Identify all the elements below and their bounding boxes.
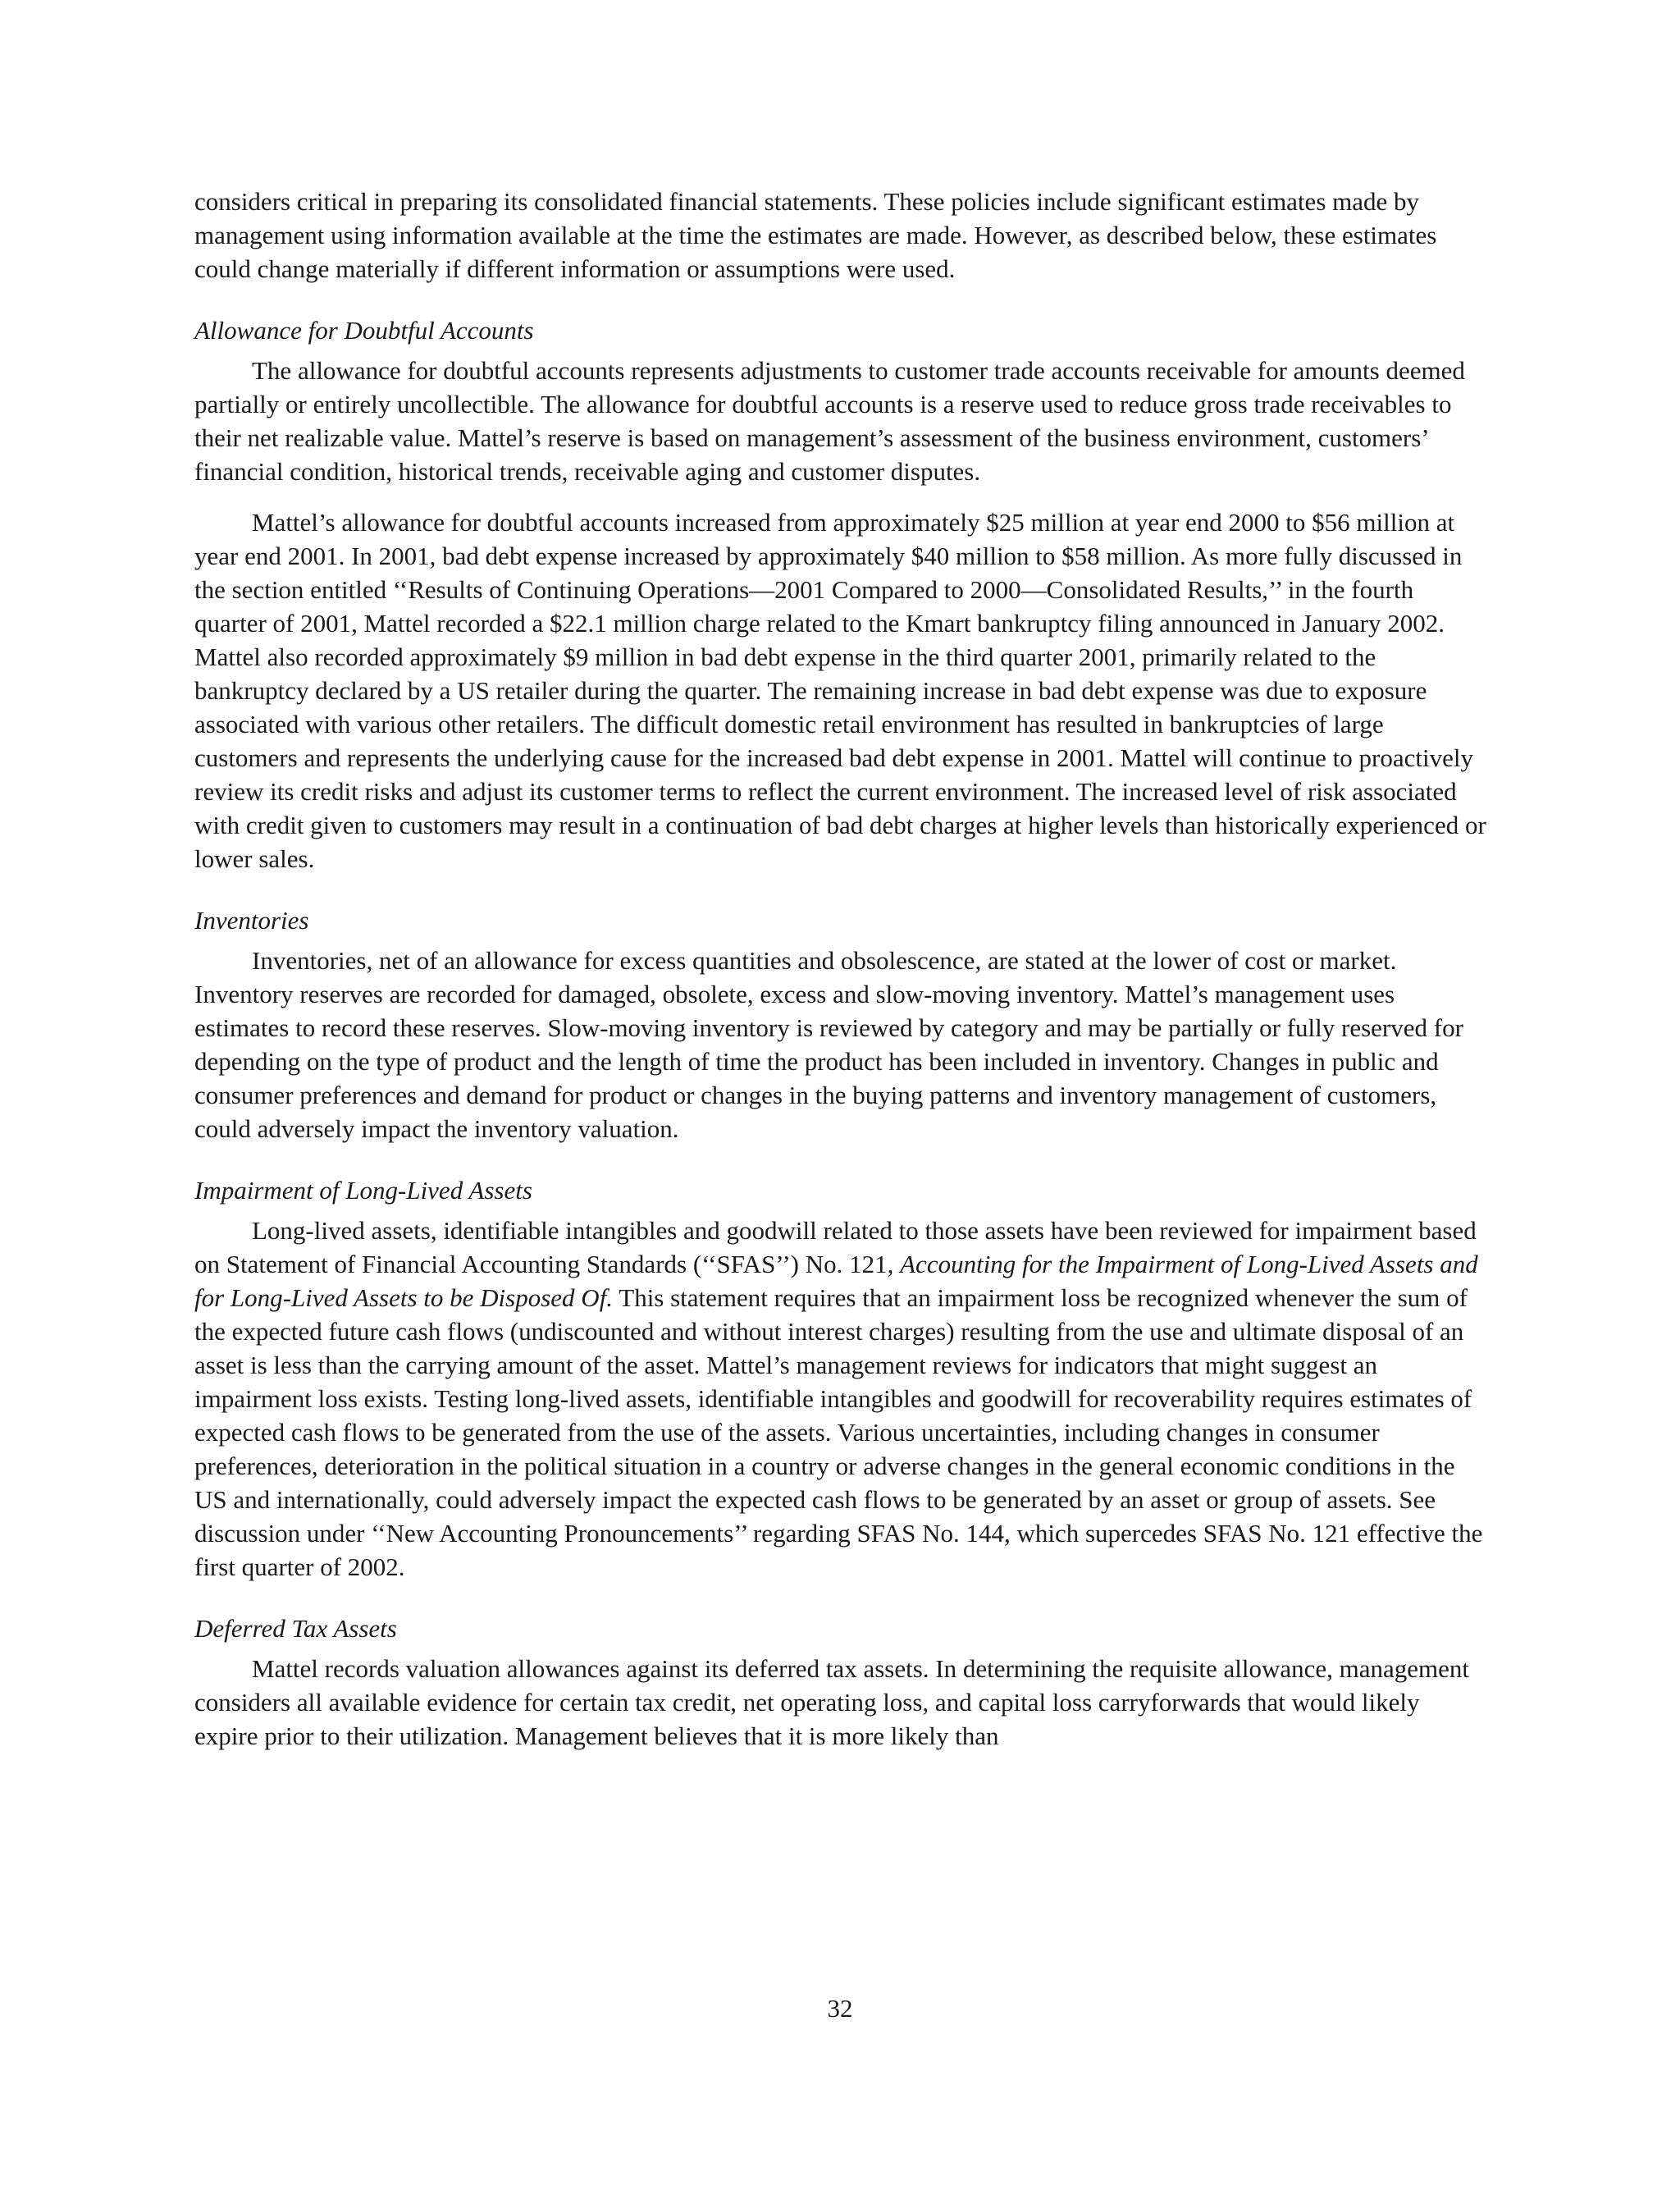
section-heading-deferred-tax: Deferred Tax Assets [194,1614,397,1643]
inventories-paragraph-1: Inventories, net of an allowance for excess quantities and obsolescence, are stated at the lower of cost or market. Inventory reserves are recorded for damaged, obsolete, excess and slow-moving inventory. Mattel’s management uses estimates to record these reserves. Slow-moving inventory is reviewed by category and may be partially or fully reserved for depending on the type of product and the length of time the product has been included in inventory. Changes in public and consumer preferences and demand for product or changes in the buying patterns and inventory management of customers, could adversely impact the inventory valuation. [194,946,1463,1143]
intro-paragraph: considers critical in preparing its consolidated financial statements. These policies include significant estimates made by management using information available at the time the estimates are made. However, as described below, these estimates could change materially if different information or assumptions were used. [194,187,1437,283]
section-heading-inventories: Inventories [194,906,309,935]
document-body [194,185,1486,1753]
impairment-text-before: Long-lived assets, identifiable intangibles and goodwill related to those assets have been reviewed for impairment based on Statement of Financial Accounting Standards (‘‘SFAS’’) No. 121, [194,1216,1477,1278]
allowance-paragraph-2: Mattel’s allowance for doubtful accounts increased from approximately $25 million at year end 2000 to $56 million at year end 2001. In 2001, bad debt expense increased by approximately $40 million to $58 million. As more fully discussed in the section entitled ‘‘Results of Continuing Operations—2001 Compared to 2000—Consolidated Results,’’ in the fourth quarter of 2001, Mattel recorded a $22.1 million charge related to the Kmart bankruptcy filing announced in January 2002. Mattel also recorded approximately $9 million in bad debt expense in the third quarter 2001, primarily related to the bankruptcy declared by a US retailer during the quarter. The remaining increase in bad debt expense was due to exposure associated with various other retailers. The difficult domestic retail environment has resulted in bankruptcies of large customers and represents the underlying cause for the increased bad debt expense in 2001. Mattel will continue to proactively review its credit risks and adjust its customer terms to reflect the current environment. The increased level of risk associated with credit given to customers may result in a continuation of bad debt charges at higher levels than historically experienced or lower sales. [194,508,1486,873]
deferred-tax-paragraph-1: Mattel records valuation allowances against its deferred tax assets. In determining the requisite allowance, management considers all available evidence for certain tax credit, net operating loss, and capital loss carryforwards that would likely expire prior to their utilization. Management believes that it is more likely than [194,1654,1470,1750]
impairment-paragraph-1 [194,1214,1486,1584]
impairment-standard-title: Accounting for the Impairment of Long-Lived Assets and for Long-Lived Assets to be Disposed Of. [194,1250,1478,1312]
allowance-paragraph-1: The allowance for doubtful accounts represents adjustments to customer trade accounts receivable for amounts deemed partially or entirely uncollectible. The allowance for doubtful accounts is a reserve used to reduce gross trade receivables to their net realizable value. Mattel’s reserve is based on management’s assessment of the business environment, customers’ financial condition, historical trends, receivable aging and customer disputes. [194,356,1465,486]
section-heading-allowance: Allowance for Doubtful Accounts [194,316,534,345]
impairment-text-after: This statement requires that an impairment loss be recognized whenever the sum of the expected future cash flows (undiscounted and without interest charges) resulting from the use and ultimate disposal of an asset is less than the carrying amount of the asset. Mattel’s management reviews for indicators that might suggest an impairment loss exists. Testing long-lived assets, identifiable intangibles and goodwill for recoverability requires estimates of expected cash flows to be generated from the use of the assets. Various uncertainties, including changes in consumer preferences, deterioration in the political situation in a country or adverse changes in the general economic conditions in the US and internationally, could adversely impact the expected cash flows to be generated by an asset or group of assets. See discussion under ‘‘New Accounting Pronouncements’’ regarding SFAS No. 144, which supercedes SFAS No. 121 effective the first quarter of 2002. [194,1283,1483,1581]
page-number: 32 [827,1994,853,2023]
section-heading-impairment: Impairment of Long-Lived Assets [194,1176,532,1205]
